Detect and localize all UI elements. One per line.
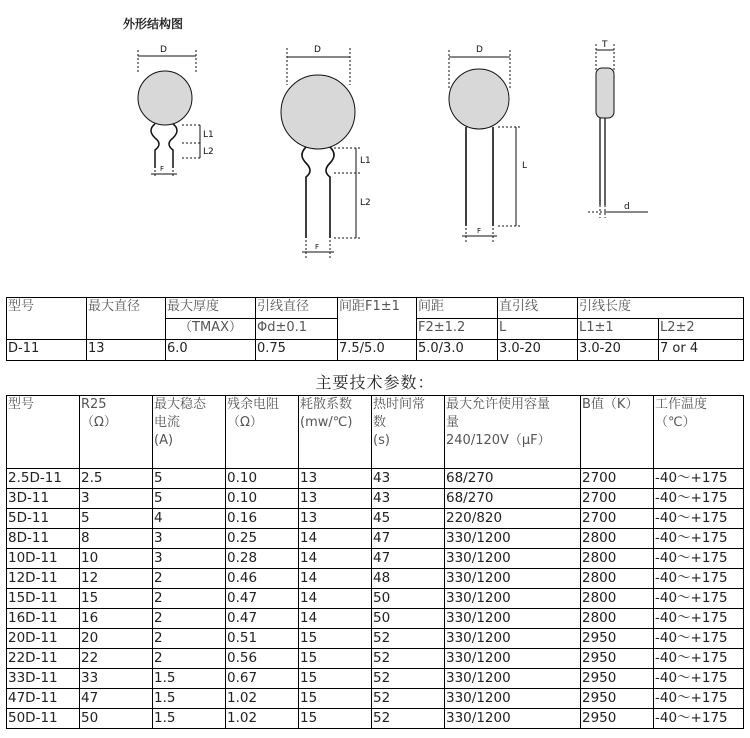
- table-cell: 2.5: [80, 469, 153, 489]
- table-cell: 330/1200: [445, 649, 581, 669]
- table-cell: 13: [299, 469, 372, 489]
- table-cell: 68/270: [445, 469, 581, 489]
- dim-cell: 13: [87, 340, 166, 361]
- dim-header-max-diameter: 最大直径: [87, 298, 166, 340]
- table-cell: -40～+175: [654, 709, 744, 729]
- table-cell: 220/820: [445, 509, 581, 529]
- params-header-cell: 最大允许使用容量 量 240/120V（μF）: [445, 396, 581, 469]
- table-cell: 45: [372, 509, 445, 529]
- table-cell: 0.10: [226, 469, 299, 489]
- table-cell: 5: [153, 489, 226, 509]
- label-l1-2: L1: [360, 156, 371, 166]
- table-cell: -40～+175: [654, 649, 744, 669]
- table-row: [7, 509, 744, 529]
- table-cell: 14: [299, 589, 372, 609]
- table-cell: 2950: [581, 649, 654, 669]
- table-cell: 68/270: [445, 489, 581, 509]
- table-cell: 2700: [581, 489, 654, 509]
- table-cell: 12: [80, 569, 153, 589]
- params-header-cell: 型号: [7, 396, 80, 469]
- dim-sub-l: L: [498, 319, 578, 340]
- table-cell: 4: [153, 509, 226, 529]
- table-cell: 1.02: [226, 709, 299, 729]
- dim-sub-l1: L1±1: [578, 319, 659, 340]
- table-row: [7, 649, 744, 669]
- table-row: [7, 609, 744, 629]
- table-cell: 0.25: [226, 529, 299, 549]
- table-cell: 15: [299, 709, 372, 729]
- table-cell: 50: [80, 709, 153, 729]
- dim-header-max-thickness: 最大厚度: [166, 298, 256, 319]
- table-row: [7, 709, 744, 729]
- label-d-small-4: d: [624, 202, 630, 212]
- table-cell: 330/1200: [445, 669, 581, 689]
- table-cell: 8D-11: [7, 529, 80, 549]
- dim-cell: 7 or 4: [659, 340, 744, 361]
- table-cell: 15: [299, 629, 372, 649]
- label-d-1: D: [160, 45, 167, 55]
- outline-drawings: [0, 0, 750, 270]
- table-cell: 15D-11: [7, 589, 80, 609]
- table-cell: -40～+175: [654, 529, 744, 549]
- table-cell: 2: [153, 649, 226, 669]
- table-cell: 14: [299, 609, 372, 629]
- label-t-4: T: [602, 40, 608, 50]
- table-cell: 2: [153, 629, 226, 649]
- table-cell: 5: [153, 469, 226, 489]
- label-d-3: D: [476, 45, 483, 55]
- dim-sub-phi-d: Φd±0.1: [256, 319, 338, 340]
- dim-cell: 5.0/3.0: [417, 340, 498, 361]
- params-header-cell: B值（K）: [581, 396, 654, 469]
- table-cell: 52: [372, 669, 445, 689]
- dim-header-lead-length: 引线长度: [578, 298, 744, 319]
- table-cell: 13: [299, 509, 372, 529]
- label-l-3: L: [522, 161, 528, 171]
- dim-data-row: [7, 340, 744, 361]
- dim-sub-f2: F2±1.2: [417, 319, 498, 340]
- table-cell: 5D-11: [7, 509, 80, 529]
- label-f-1: F: [160, 165, 165, 173]
- table-cell: 0.56: [226, 649, 299, 669]
- table-cell: 50: [372, 589, 445, 609]
- table-cell: 330/1200: [445, 549, 581, 569]
- table-cell: 3D-11: [7, 489, 80, 509]
- label-f-3: F: [477, 227, 482, 235]
- params-header-cell: 热时间常 数 (s): [372, 396, 445, 469]
- drawing-kinked-large: [281, 48, 360, 258]
- table-cell: 1.5: [153, 669, 226, 689]
- table-cell: 12D-11: [7, 569, 80, 589]
- params-header-cell: 耗散系数 (mw/℃): [299, 396, 372, 469]
- params-header-cell: 残余电阻 （Ω）: [226, 396, 299, 469]
- table-cell: 0.67: [226, 669, 299, 689]
- table-cell: 0.46: [226, 569, 299, 589]
- drawing-side-view: [588, 44, 648, 218]
- table-cell: 15: [299, 689, 372, 709]
- table-cell: 2800: [581, 549, 654, 569]
- table-cell: 2950: [581, 629, 654, 649]
- table-cell: -40～+175: [654, 669, 744, 689]
- table-cell: 2800: [581, 589, 654, 609]
- table-cell: 15: [299, 649, 372, 669]
- table-cell: 52: [372, 649, 445, 669]
- table-cell: 47D-11: [7, 689, 80, 709]
- table-cell: 330/1200: [445, 589, 581, 609]
- table-cell: 330/1200: [445, 529, 581, 549]
- table-cell: 10: [80, 549, 153, 569]
- table-cell: 47: [80, 689, 153, 709]
- table-cell: 2950: [581, 689, 654, 709]
- table-cell: 52: [372, 709, 445, 729]
- table-cell: 47: [372, 549, 445, 569]
- table-cell: 3: [153, 529, 226, 549]
- table-cell: 33: [80, 669, 153, 689]
- table-cell: 2800: [581, 609, 654, 629]
- params-title: 主要技术参数：: [315, 373, 435, 392]
- table-cell: 330/1200: [445, 569, 581, 589]
- table-cell: 50: [372, 609, 445, 629]
- dim-cell: 0.75: [256, 340, 338, 361]
- table-cell: 48: [372, 569, 445, 589]
- table-cell: 1.5: [153, 689, 226, 709]
- table-cell: -40～+175: [654, 469, 744, 489]
- dim-cell: D-11: [7, 340, 87, 361]
- table-cell: 0.28: [226, 549, 299, 569]
- label-d-2: D: [314, 45, 321, 55]
- dim-header-straight-lead: 直引线: [498, 298, 578, 319]
- table-cell: 16: [80, 609, 153, 629]
- table-cell: 2700: [581, 469, 654, 489]
- table-cell: 20: [80, 629, 153, 649]
- params-header-cell: 工作温度 （℃）: [654, 396, 744, 469]
- params-header-row: [7, 396, 744, 469]
- table-cell: 0.10: [226, 489, 299, 509]
- dim-cell: 6.0: [166, 340, 256, 361]
- table-cell: 43: [372, 489, 445, 509]
- table-cell: 33D-11: [7, 669, 80, 689]
- table-row: [7, 469, 744, 489]
- dim-sub-tmax: （TMAX）: [166, 319, 256, 340]
- table-cell: 13: [299, 489, 372, 509]
- params-header-cell: R25 （Ω）: [80, 396, 153, 469]
- table-cell: 2950: [581, 669, 654, 689]
- table-cell: -40～+175: [654, 509, 744, 529]
- table-cell: 10D-11: [7, 549, 80, 569]
- table-row: [7, 689, 744, 709]
- table-cell: 14: [299, 549, 372, 569]
- dim-sub-l2: L2±2: [659, 319, 744, 340]
- table-cell: 330/1200: [445, 609, 581, 629]
- label-l2-1: L2: [203, 147, 214, 157]
- dim-cell: 3.0-20: [498, 340, 578, 361]
- dim-header-lead-diameter: 引线直径: [256, 298, 338, 319]
- table-cell: 16D-11: [7, 609, 80, 629]
- table-cell: 3: [80, 489, 153, 509]
- table-cell: 2: [153, 589, 226, 609]
- table-cell: -40～+175: [654, 549, 744, 569]
- table-cell: 15: [80, 589, 153, 609]
- label-l2-2: L2: [360, 198, 371, 208]
- table-cell: 2.5D-11: [7, 469, 80, 489]
- drawing-title: 外形结构图: [123, 17, 184, 31]
- table-cell: 0.51: [226, 629, 299, 649]
- table-cell: 43: [372, 469, 445, 489]
- label-l1-1: L1: [203, 130, 214, 140]
- table-cell: -40～+175: [654, 609, 744, 629]
- table-row: [7, 529, 744, 549]
- table-cell: 0.47: [226, 609, 299, 629]
- drawing-kinked-small: [138, 50, 200, 178]
- table-row: [7, 549, 744, 569]
- table-row: [7, 629, 744, 649]
- table-cell: 8: [80, 529, 153, 549]
- table-cell: 20D-11: [7, 629, 80, 649]
- dim-header-spacing-f1: 间距F1±1: [338, 298, 417, 340]
- dim-cell: 3.0-20: [578, 340, 659, 361]
- table-cell: 2: [153, 609, 226, 629]
- table-cell: 330/1200: [445, 689, 581, 709]
- table-cell: -40～+175: [654, 589, 744, 609]
- table-cell: 1.5: [153, 709, 226, 729]
- dim-header-spacing: 间距: [417, 298, 498, 319]
- table-cell: 330/1200: [445, 629, 581, 649]
- table-row: [7, 589, 744, 609]
- table-cell: 0.47: [226, 589, 299, 609]
- table-cell: 3: [153, 549, 226, 569]
- parameters-table: [6, 395, 744, 729]
- table-cell: 0.16: [226, 509, 299, 529]
- table-cell: 14: [299, 529, 372, 549]
- table-cell: 52: [372, 629, 445, 649]
- table-row: [7, 489, 744, 509]
- table-cell: -40～+175: [654, 629, 744, 649]
- table-cell: 2800: [581, 529, 654, 549]
- table-cell: 47: [372, 529, 445, 549]
- dimensions-table: [6, 297, 744, 361]
- table-cell: 2950: [581, 709, 654, 729]
- table-cell: 330/1200: [445, 709, 581, 729]
- table-cell: 22D-11: [7, 649, 80, 669]
- table-row: [7, 669, 744, 689]
- label-f-2: F: [315, 243, 320, 251]
- table-cell: 22: [80, 649, 153, 669]
- table-cell: -40～+175: [654, 489, 744, 509]
- params-header-cell: 最大稳态 电流 (A): [153, 396, 226, 469]
- table-cell: 1.02: [226, 689, 299, 709]
- table-cell: 50D-11: [7, 709, 80, 729]
- dim-cell: 7.5/5.0: [338, 340, 417, 361]
- table-cell: -40～+175: [654, 689, 744, 709]
- table-cell: 2: [153, 569, 226, 589]
- drawing-straight: [449, 50, 520, 242]
- dim-header-model: 型号: [7, 298, 87, 340]
- table-cell: 5: [80, 509, 153, 529]
- table-cell: -40～+175: [654, 569, 744, 589]
- table-cell: 52: [372, 689, 445, 709]
- table-cell: 2800: [581, 569, 654, 589]
- table-cell: 14: [299, 569, 372, 589]
- table-cell: 15: [299, 669, 372, 689]
- table-cell: 2700: [581, 509, 654, 529]
- table-row: [7, 569, 744, 589]
